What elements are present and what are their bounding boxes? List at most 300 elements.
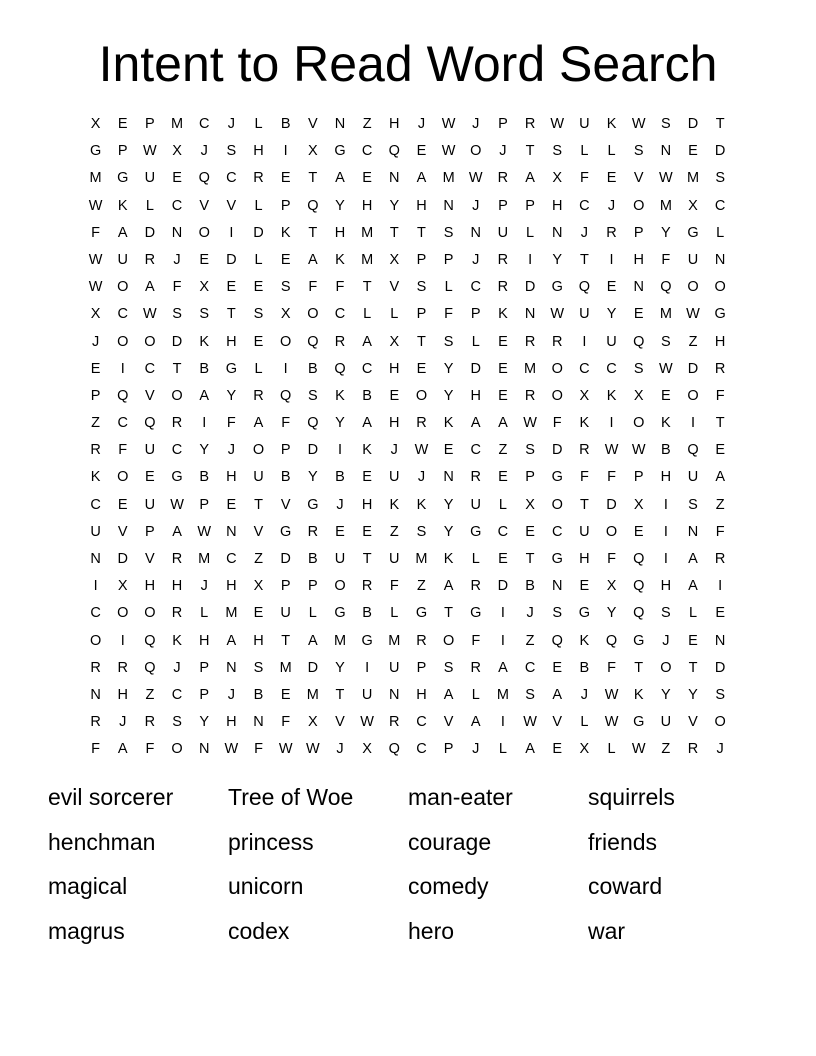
grid-letter: A — [335, 170, 345, 187]
grid-letter: M — [388, 632, 401, 649]
grid-letter: R — [90, 442, 101, 459]
grid-letter: T — [254, 496, 263, 513]
grid-row — [82, 628, 734, 655]
grid-letter: L — [471, 333, 480, 350]
grid-row — [82, 437, 734, 464]
grid-letter: S — [307, 387, 318, 404]
grid-letter: H — [714, 333, 726, 350]
grid-letter: W — [441, 116, 456, 132]
grid-letter: M — [361, 251, 374, 268]
grid-letter: D — [307, 659, 319, 676]
grid-letter: L — [200, 605, 209, 622]
grid-letter: B — [525, 578, 535, 595]
grid-letter: Y — [443, 523, 454, 540]
grid-letter: E — [117, 116, 128, 132]
grid-letter: S — [226, 143, 237, 160]
grid-letter: I — [582, 333, 587, 350]
grid-letter: Q — [334, 360, 346, 377]
grid-letter: W — [659, 170, 673, 187]
grid-letter: P — [498, 116, 508, 132]
grid-letter: C — [171, 686, 183, 703]
grid-letter: X — [579, 741, 590, 758]
grid-letter: I — [609, 415, 614, 432]
grid-letter: V — [226, 197, 237, 214]
grid-letter: R — [714, 360, 726, 377]
grid-letter: Q — [605, 632, 618, 649]
grid-letter: I — [283, 143, 288, 160]
grid-letter: Q — [117, 387, 129, 404]
grid-letter: P — [90, 387, 101, 404]
grid-letter: W — [197, 523, 212, 540]
grid-letter: N — [524, 306, 536, 323]
grid-letter: N — [334, 116, 346, 132]
grid-letter: G — [117, 170, 129, 187]
grid-letter: Y — [443, 387, 454, 404]
grid-letter: B — [362, 387, 372, 404]
grid-letter: G — [578, 605, 591, 622]
grid-letter: Q — [578, 279, 591, 296]
grid-letter: W — [631, 741, 646, 758]
grid-letter: M — [524, 360, 537, 377]
grid-letter: F — [281, 415, 291, 432]
grid-letter: K — [90, 469, 101, 486]
grid-letter: T — [172, 360, 182, 377]
grid-letter: W — [604, 686, 619, 703]
grid-letter: W — [88, 197, 103, 214]
grid-letter: K — [362, 442, 372, 459]
grid-letter: K — [579, 632, 590, 649]
grid-letter: Q — [633, 333, 645, 350]
grid-letter: T — [417, 224, 426, 241]
grid-letter: S — [661, 116, 671, 132]
grid-letter: R — [524, 333, 536, 350]
grid-letter: M — [225, 605, 238, 622]
grid-letter: J — [200, 143, 208, 160]
grid-letter: A — [307, 632, 318, 649]
grid-letter: R — [579, 442, 590, 459]
grid-letter: S — [633, 360, 644, 377]
grid-letter: L — [254, 116, 263, 132]
grid-letter: L — [254, 251, 263, 268]
grid-letter: X — [253, 578, 264, 595]
grid-letter: Y — [335, 415, 345, 432]
grid-letter: K — [606, 116, 617, 132]
grid-letter: L — [363, 306, 372, 323]
grid-letter: S — [688, 496, 698, 513]
grid-letter: P — [280, 578, 291, 595]
grid-letter: D — [606, 496, 617, 513]
grid-letter: T — [389, 224, 399, 241]
grid-letter: A — [715, 469, 725, 486]
grid-letter: G — [307, 496, 319, 513]
grid-letter: T — [525, 143, 535, 160]
grid-letter: Q — [307, 333, 319, 350]
puzzle-title: Intent to Read Word Search — [98, 36, 718, 92]
grid-letter: N — [171, 224, 183, 241]
grid-letter: U — [497, 224, 509, 241]
grid-letter: G — [633, 632, 645, 649]
grid-letter: A — [145, 279, 155, 296]
grid-letter: A — [199, 387, 210, 404]
grid-letter: K — [606, 387, 617, 404]
grid-letter: W — [631, 116, 646, 132]
grid-letter: I — [500, 632, 505, 649]
grid-letter: W — [170, 496, 184, 513]
grid-row — [82, 220, 734, 247]
grid-letter: G — [470, 523, 482, 540]
grid-letter: X — [280, 306, 291, 323]
grid-letter: A — [117, 741, 128, 758]
grid-letter: D — [497, 578, 509, 595]
grid-letter: K — [280, 224, 291, 241]
grid-letter: I — [120, 360, 125, 377]
grid-letter: Q — [687, 442, 699, 459]
grid-letter: E — [498, 387, 508, 404]
grid-letter: J — [417, 469, 426, 486]
grid-letter: J — [499, 143, 507, 160]
grid-letter: E — [525, 523, 535, 540]
grid-letter: C — [90, 605, 101, 622]
grid-letter: P — [280, 197, 291, 214]
grid-letter: H — [334, 224, 346, 241]
grid-letter: O — [714, 279, 726, 296]
grid-letter: X — [389, 333, 400, 350]
grid-letter: U — [280, 605, 291, 622]
grid-letter: W — [441, 143, 456, 160]
grid-letter: K — [199, 333, 210, 350]
grid-letter: D — [144, 224, 156, 241]
grid-letter: P — [443, 741, 454, 758]
grid-letter: F — [172, 279, 182, 296]
grid-letter: B — [661, 442, 671, 459]
grid-letter: O — [334, 578, 346, 595]
grid-letter: A — [525, 741, 535, 758]
grid-letter: H — [226, 714, 237, 731]
grid-letter: A — [688, 551, 698, 567]
grid-letter: A — [443, 686, 454, 703]
grid-letter: Y — [307, 469, 318, 486]
grid-letter: R — [90, 714, 101, 731]
grid-letter: G — [551, 551, 563, 567]
grid-letter: Q — [633, 605, 645, 622]
grid-letter: Y — [389, 197, 400, 214]
grid-letter: F — [145, 741, 155, 758]
grid-letter: E — [362, 170, 372, 187]
grid-letter: E — [606, 279, 617, 296]
grid-letter: O — [280, 333, 292, 350]
grid-letter: H — [226, 578, 237, 595]
grid-letter: E — [552, 659, 563, 676]
grid-letter: R — [144, 714, 156, 731]
grid-row — [82, 383, 734, 410]
grid-letter: U — [144, 496, 156, 513]
grid-letter: O — [117, 469, 129, 486]
grid-letter: F — [471, 632, 481, 649]
grid-letter: X — [633, 496, 644, 513]
grid-letter: C — [470, 279, 481, 296]
grid-letter: F — [579, 170, 589, 187]
grid-letter: T — [688, 659, 698, 676]
grid-letter: C — [226, 551, 237, 567]
grid-letter: M — [306, 686, 319, 703]
grid-letter: H — [361, 496, 373, 513]
grid-letter: N — [470, 224, 481, 241]
grid-letter: B — [362, 605, 372, 622]
grid-letter: M — [686, 170, 700, 187]
grid-letter: M — [415, 551, 428, 567]
grid-letter: A — [688, 578, 698, 595]
grid-letter: D — [687, 116, 699, 132]
grid-letter: S — [172, 714, 182, 731]
grid-letter: A — [525, 170, 535, 187]
grid-letter: G — [225, 360, 237, 377]
grid-letter: Y — [335, 659, 345, 676]
grid-letter: Q — [198, 170, 210, 187]
grid-letter: V — [552, 714, 563, 731]
grid-letter: T — [444, 605, 454, 622]
grid-letter: N — [389, 686, 400, 703]
grid-letter: L — [390, 306, 399, 323]
grid-letter: C — [117, 415, 128, 432]
grid-letter: F — [226, 415, 236, 432]
grid-letter: K — [498, 306, 508, 323]
grid-letter: U — [389, 469, 400, 486]
grid-letter: L — [444, 279, 453, 296]
grid-letter: V — [307, 116, 318, 132]
grid-letter: K — [633, 686, 644, 703]
grid-row — [82, 329, 734, 356]
grid-letter: S — [416, 279, 427, 296]
grid-letter: Q — [388, 741, 400, 758]
word-list — [48, 775, 768, 953]
grid-letter: K — [335, 387, 345, 404]
grid-letter: L — [145, 197, 154, 214]
grid-letter: D — [470, 360, 481, 377]
grid-letter: G — [470, 605, 482, 622]
grid-letter: Q — [280, 387, 292, 404]
grid-letter: M — [496, 686, 509, 703]
grid-letter: Y — [443, 496, 454, 513]
grid-letter: H — [389, 360, 400, 377]
grid-letter: Y — [199, 714, 210, 731]
grid-letter: X — [90, 116, 101, 132]
grid-letter: V — [335, 714, 345, 731]
grid-letter: N — [551, 224, 563, 241]
grid-letter: S — [525, 442, 535, 459]
grid-letter: U — [117, 251, 128, 268]
grid-letter: S — [253, 306, 264, 323]
grid-letter: Z — [417, 578, 426, 595]
grid-letter: R — [497, 279, 509, 296]
grid-letter: P — [416, 306, 427, 323]
grid-row — [82, 138, 734, 165]
grid-letter: D — [714, 143, 726, 160]
grid-letter: E — [280, 251, 291, 268]
grid-letter: U — [606, 333, 617, 350]
grid-letter: U — [579, 306, 590, 323]
grid-letter: R — [497, 251, 509, 268]
grid-letter: D — [280, 551, 291, 567]
grid-letter: N — [90, 551, 101, 567]
grid-letter: N — [714, 251, 726, 268]
grid-letter: N — [226, 659, 237, 676]
grid-letter: J — [390, 442, 398, 459]
grid-letter: T — [226, 306, 236, 323]
grid-letter: O — [307, 306, 319, 323]
grid-letter: X — [525, 496, 535, 513]
grid-letter: X — [362, 741, 372, 758]
grid-letter: F — [444, 306, 454, 323]
grid-letter: E — [253, 605, 264, 622]
grid-letter: S — [443, 659, 454, 676]
grid-letter: H — [389, 415, 400, 432]
grid-letter: V — [117, 523, 128, 540]
grid-letter: M — [171, 116, 184, 132]
grid-letter: H — [633, 251, 644, 268]
grid-letter: J — [336, 496, 344, 513]
grid-letter: U — [90, 523, 101, 540]
grid-letter: P — [633, 469, 644, 486]
grid-letter: Y — [606, 605, 617, 622]
grid-letter: D — [524, 279, 536, 296]
grid-letter: W — [686, 306, 700, 323]
grid-letter: E — [280, 686, 291, 703]
grid-letter: O — [605, 523, 618, 540]
grid-letter: R — [307, 523, 319, 540]
grid-letter: F — [389, 578, 399, 595]
grid-row — [82, 165, 734, 192]
grid-letter: E — [443, 442, 454, 459]
grid-letter: A — [362, 333, 372, 350]
grid-letter: M — [659, 197, 672, 214]
grid-letter: Z — [525, 632, 535, 649]
grid-letter: O — [442, 632, 455, 649]
grid-letter: P — [145, 116, 155, 132]
grid-letter: W — [143, 143, 157, 160]
grid-letter: C — [714, 197, 726, 214]
grid-letter: W — [88, 279, 103, 296]
grid-letter: I — [229, 224, 234, 241]
grid-letter: K — [389, 496, 400, 513]
grid-letter: F — [607, 659, 616, 676]
grid-letter: K — [416, 496, 427, 513]
grid-letter: K — [443, 551, 454, 567]
grid-letter: O — [551, 496, 563, 513]
grid-letter: J — [173, 659, 181, 676]
grid-letter: J — [200, 578, 208, 595]
grid-letter: S — [199, 306, 210, 323]
grid-letter: A — [470, 415, 481, 432]
grid-letter: B — [280, 116, 291, 132]
grid-letter: E — [280, 170, 291, 187]
grid-letter: O — [117, 605, 129, 622]
grid-letter: B — [199, 469, 210, 486]
grid-letter: O — [551, 387, 563, 404]
grid-letter: N — [551, 578, 563, 595]
grid-letter: O — [687, 279, 699, 296]
grid-letter: Z — [498, 442, 508, 459]
grid-letter: H — [117, 686, 128, 703]
word-list-item: codex — [228, 917, 290, 944]
grid-row — [82, 682, 734, 709]
grid-letter: I — [283, 360, 288, 377]
grid-letter: S — [552, 143, 563, 160]
grid-row — [82, 356, 734, 383]
grid-letter: E — [362, 469, 372, 486]
grid-letter: O — [714, 714, 726, 731]
grid-letter: G — [171, 469, 183, 486]
grid-row — [82, 546, 734, 573]
grid-letter: S — [661, 605, 671, 622]
grid-letter: H — [660, 578, 672, 595]
grid-letter: D — [307, 442, 319, 459]
grid-letter: T — [579, 496, 589, 513]
grid-letter: E — [498, 333, 508, 350]
grid-letter: L — [471, 686, 480, 703]
grid-letter: K — [661, 415, 671, 432]
grid-letter: D — [117, 551, 128, 567]
grid-letter: L — [254, 197, 263, 214]
grid-letter: R — [470, 659, 481, 676]
grid-letter: E — [688, 632, 698, 649]
grid-letter: I — [663, 551, 668, 567]
grid-letter: T — [308, 170, 318, 187]
grid-letter: O — [660, 659, 672, 676]
grid-letter: G — [334, 143, 346, 160]
grid-letter: P — [117, 143, 128, 160]
grid-letter: N — [443, 469, 454, 486]
grid-letter: L — [580, 714, 589, 731]
grid-row — [82, 274, 734, 301]
grid-letter: R — [253, 170, 264, 187]
word-list-item: magrus — [48, 917, 125, 944]
grid-letter: L — [716, 224, 725, 241]
grid-letter: R — [524, 116, 536, 132]
grid-letter: X — [117, 578, 128, 595]
grid-letter: L — [607, 741, 616, 758]
grid-letter: N — [226, 523, 237, 540]
grid-letter: O — [171, 387, 183, 404]
grid-letter: P — [416, 251, 427, 268]
grid-letter: S — [253, 659, 264, 676]
word-list-item: war — [588, 917, 626, 944]
grid-letter: E — [633, 523, 644, 540]
grid-letter: P — [280, 442, 291, 459]
grid-letter: I — [691, 415, 696, 432]
grid-letter: P — [525, 197, 535, 214]
grid-row — [82, 193, 734, 220]
grid-letter: M — [659, 306, 672, 323]
grid-row — [82, 247, 734, 274]
grid-letter: B — [307, 551, 318, 567]
grid-letter: B — [199, 360, 210, 377]
grid-letter: Q — [307, 197, 319, 214]
grid-letter: E — [661, 387, 671, 404]
grid-letter: E — [145, 469, 155, 486]
grid-letter: P — [498, 197, 508, 214]
grid-letter: P — [443, 251, 454, 268]
grid-letter: F — [715, 387, 725, 404]
grid-letter: X — [552, 170, 563, 187]
grid-letter: T — [579, 251, 589, 268]
grid-letter: H — [551, 197, 563, 214]
grid-letter: J — [336, 741, 344, 758]
grid-letter: W — [88, 251, 103, 268]
grid-letter: X — [633, 387, 644, 404]
grid-letter: Q — [144, 415, 156, 432]
grid-letter: C — [117, 306, 128, 323]
grid-letter: E — [715, 442, 725, 459]
